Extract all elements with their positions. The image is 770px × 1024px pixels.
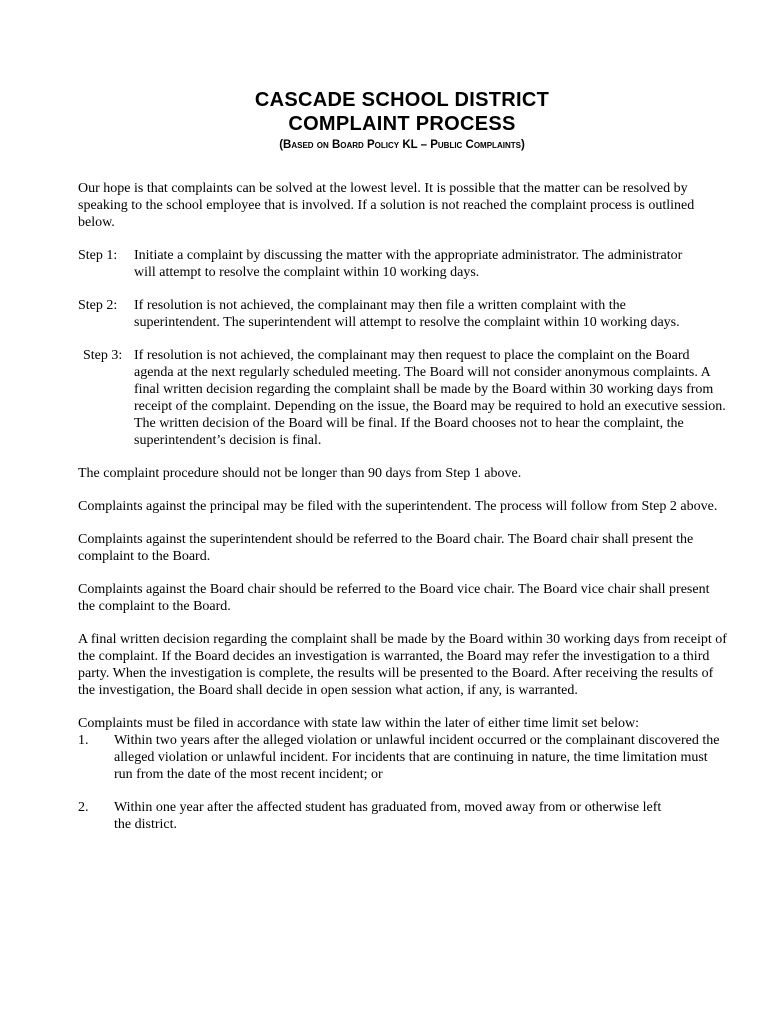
list-text: Within one year after the affected student has graduated from, moved away from or otherwise left the district. bbox=[114, 800, 662, 832]
document-header bbox=[0, 88, 770, 153]
time-limit-item-1 bbox=[78, 732, 728, 783]
duration-paragraph: The complaint procedure should not be longer than 90 days from Step 1 above. bbox=[78, 466, 522, 481]
time-limit-item-2 bbox=[78, 799, 728, 833]
title-line-2: COMPLAINT PROCESS bbox=[288, 113, 516, 135]
title-line-1: CASCADE SCHOOL DISTRICT bbox=[254, 89, 550, 111]
step-label: Step 2: bbox=[78, 298, 118, 313]
list-number: 2. bbox=[78, 800, 89, 815]
list-number: 1. bbox=[78, 733, 89, 748]
step-label: Step 1: bbox=[78, 248, 118, 263]
step-label: Step 3: bbox=[83, 348, 123, 363]
document-body bbox=[78, 180, 728, 849]
step-3 bbox=[78, 347, 728, 449]
superintendent-paragraph: Complaints against the superintendent should be referred to the Board chair. The Board chair shall present the complaint to the Board. bbox=[78, 532, 694, 564]
time-limits-intro: Complaints must be filed in accordance with state law within the later of either time limit set below: bbox=[78, 716, 640, 731]
subtitle: (Based on Board Policy KL – Public Complaints) bbox=[279, 139, 525, 151]
step-text: If resolution is not achieved, the complainant may then file a written complaint with the superintendent. The superintendent will attempt to resolve the complaint within 10 working days. bbox=[134, 298, 680, 330]
board-chair-paragraph: Complaints against the Board chair should be referred to the Board vice chair. The Board vice chair shall present the complaint to the Board. bbox=[78, 582, 710, 614]
step-text: If resolution is not achieved, the complainant may then request to place the complaint on the Board agenda at the next regularly scheduled meeting. The Board will not consider anonymous complaints. A final written decision regarding the complaint shall be made by the Board within 30 working days from receipt of the complaint. Depending on the issue, the Board may be required to hold an executive session. The written decision of the Board will be final. If the Board chooses not to hear the complaint, the superintendent’s decision is final. bbox=[134, 348, 726, 448]
step-1 bbox=[78, 247, 728, 281]
list-text: Within two years after the alleged violation or unlawful incident occurred or the complainant discovered the alleged violation or unlawful incident. For incidents that are continuing in nature, the time limitation must run from the date of the most recent incident; or bbox=[114, 733, 720, 782]
step-2 bbox=[78, 297, 728, 331]
principal-paragraph: Complaints against the principal may be filed with the superintendent. The process will follow from Step 2 above. bbox=[78, 499, 718, 514]
final-decision-paragraph: A final written decision regarding the complaint shall be made by the Board within 30 working days from receipt of the complaint. If the Board decides an investigation is warranted, the Board may refer the investigation to a third party. When the investigation is complete, the results will be presented to the Board. After receiving the results of the investigation, the Board shall decide in open session what action, if any, is warranted. bbox=[78, 632, 727, 698]
intro-paragraph: Our hope is that complaints can be solved at the lowest level. It is possible that the matter can be resolved by speaking to the school employee that is involved. If a solution is not reached the complaint process is outlined below. bbox=[78, 181, 695, 230]
step-text: Initiate a complaint by discussing the matter with the appropriate administrator. The administrator will attempt to resolve the complaint within 10 working days. bbox=[134, 248, 683, 280]
